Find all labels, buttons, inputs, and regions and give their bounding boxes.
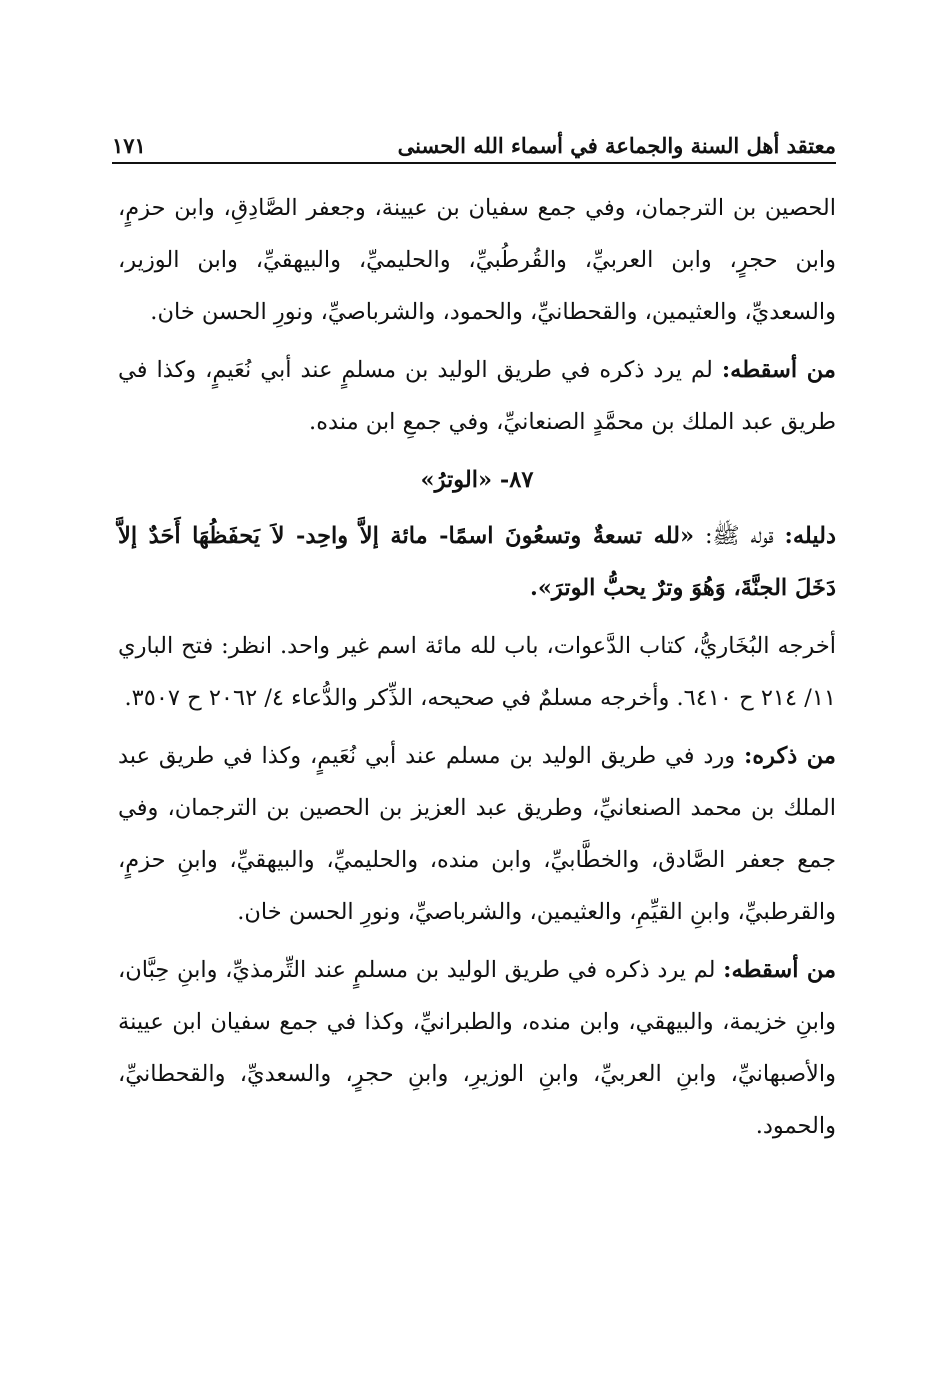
paragraph-text: ورد في طريق الوليد بن مسلم عند أبي نُعَيمٍ، وكذا في طريق عبد الملك بن محمد الصنعانيِّ، وطريق عبد العزيز بن الحصين بن الترجمان، وفي جمع جعفر الصَّادق، والخطَّابيِّ، وابن منده، والحليميِّ، والبيهقيِّ، وابنِ حزمٍ، والقرطبيِّ، وابنِ القيِّمِ، والعثيمين، والشرباصيِّ، ونورِ الحسن خان.: [118, 743, 836, 925]
header-rule: [112, 162, 836, 164]
paragraph-text: لم يرد ذكره في طريق الوليد بن مسلمٍ عند أبي نُعَيمٍ، وكذا في طريق عبد الملك بن محمَّدٍ الصنعانيِّ، وفي جمعِ ابن منده.: [118, 357, 836, 435]
section-heading: ٨٧- «الوترُ»: [420, 467, 534, 493]
paragraph-continued-list: الحصين بن الترجمان، وفي جمع سفيان بن عيينة، وجعفر الصَّادِقِ، وابن حزمٍ، وابن حجرٍ، وابن العربيِّ، والقُرطُبيِّ، والحليميِّ، والبيهقيِّ، وابن الوزير، والسعديِّ، والعثيمين، والقحطانيِّ، والحمود، والشرباصيِّ، ونورِ الحسن خان.: [118, 195, 836, 325]
page-number: ١٧١: [112, 133, 146, 158]
evidence-intro: قوله ﷺ:: [694, 523, 785, 549]
term-evidence: دليله:: [784, 523, 837, 549]
term-omitted-by: من أسقطه:: [721, 357, 836, 383]
hadith-text: «لله تسعةٌ وتسعُونَ اسمًا- مائة إلاَّ واحِد- لاَ يَحفَظُهَا أَحَدٌ إلاَّ دَخَلَ الجنَّةَ، وَهُوَ وترٌ يحبُّ الوترَ».: [118, 523, 836, 601]
paragraph-evidence: [118, 510, 836, 614]
header-title: معتقد أهل السنة والجماعة في أسماء الله الحسنى: [397, 133, 836, 158]
paragraph-omitted-by-2: [118, 944, 836, 1152]
paragraph-takhrij: أخرجه البُخَاريُّ، كتاب الدَّعوات، باب لله مائة اسم غير واحد. انظر: فتح الباري ١١/ ٢١٤ ح ٦٤١٠. وأخرجه مسلمٌ في صحيحه، الذِّكر والدُّعاء ٤/ ٢٠٦٢ ح ٣٥٠٧.: [118, 633, 836, 711]
paragraph-omitted-by: [118, 344, 836, 448]
term-mentioned-by: من ذكره:: [744, 743, 836, 769]
paragraph-mentioned-by: [118, 730, 836, 938]
term-omitted-by-2: من أسقطه:: [723, 957, 836, 983]
page-body: [118, 182, 836, 1158]
running-header: [112, 118, 836, 158]
paragraph-text: لم يرد ذكره في طريق الوليد بن مسلمٍ عند التِّرمذيِّ، وابنِ حِبَّان، وابنِ خزيمة، والبيهقي، وابن منده، والطبرانيِّ، وكذا في جمع سفيان ابن عيينة والأصبهانيِّ، وابنِ العربيِّ، وابنِ الوزيرِ، وابنِ حجرٍ، والسعديِّ، والقحطانيِّ، والحمود.: [118, 957, 836, 1139]
